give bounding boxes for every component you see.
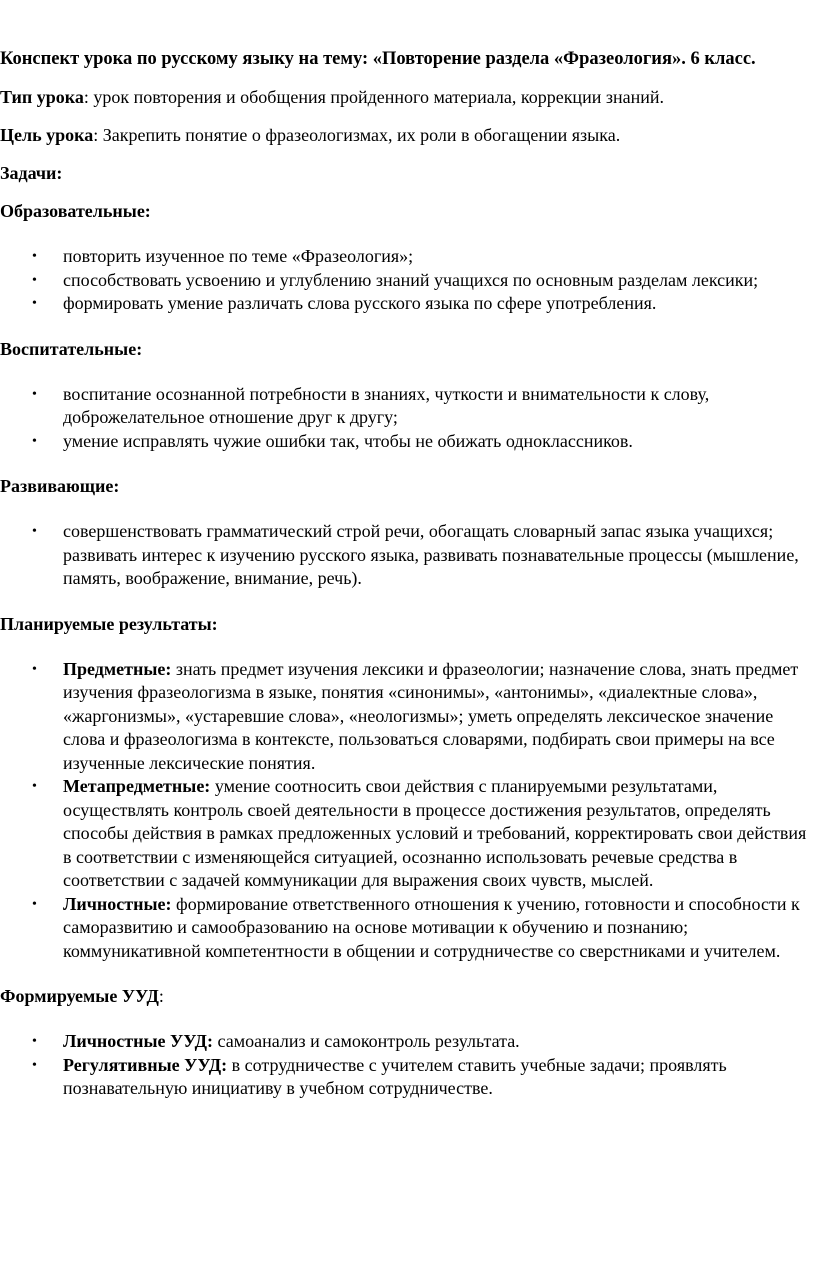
list-item — [0, 430, 810, 454]
list-item — [0, 775, 810, 893]
lesson-goal-label: Цель урока — [0, 125, 94, 145]
lesson-goal-text: : Закрепить понятие о фразеологизмах, их роли в обогащении языка. — [93, 125, 621, 145]
bullet-icon: • — [32, 272, 37, 288]
bullet-icon: • — [32, 1057, 37, 1073]
result-text: умение соотносить свои действия с планируемыми результатами, осуществлять контроль своей деятельности в процессе достижения результатов, определять способы действия в рамках предложенных условий и требований, корректировать свои действия в соответствии с изменяющейся ситуацией, осознанно использовать речевые средства в соответствии с задачей коммуникации для выражения своих чувств, мыслей. — [63, 776, 807, 890]
list-item — [0, 245, 810, 269]
result-label: Метапредметные: — [63, 776, 211, 796]
result-text: формирование ответственного отношения к учению, готовности и способности к саморазвитию и самообразованию на основе мотивации к обучению и познанию; коммуникативной компетентности в общении и сотрудничестве со сверстниками и учителем. — [63, 893, 800, 961]
list-item-text: воспитание осознанной потребности в знаниях, чуткости и внимательности к слову, доброжелательное отношение друг к другу; — [63, 383, 710, 427]
lesson-type-label: Тип урока — [0, 87, 84, 107]
list-item — [0, 292, 810, 316]
bullet-icon: • — [32, 779, 37, 794]
result-text: знать предмет изучения лексики и фразеологии; назначение слова, знать предмет изучения фразеологизма в языке, понятия «синонимы», «антонимы», «диалектные слова», «жаргонизмы», «устаревшие слова», «неологизмы»; уметь определять лексическое значение слова и фразеологизма в контексте, пользоваться словарями, подбирать свои примеры на все изученные лексические понятия. — [63, 658, 799, 773]
upbringing-list — [0, 383, 810, 454]
results-heading: Планируемые результаты: — [0, 613, 218, 634]
tasks-heading: Задачи: — [0, 163, 63, 183]
result-label: Предметные: — [63, 658, 172, 679]
bullet-icon: • — [32, 296, 37, 311]
bullet-icon: • — [32, 1034, 37, 1049]
list-item-text: способствовать усвоению и углублению знаний учащихся по основным разделам лексики; — [63, 269, 759, 290]
list-item-text: повторить изученное по теме «Фразеология»; — [63, 246, 414, 266]
upbringing-heading: Воспитательные: — [0, 338, 143, 359]
lesson-type-text: : урок повторения и обобщения пройденного материала, коррекции знаний. — [83, 87, 664, 107]
list-item-text: умение исправлять чужие ошибки так, чтобы не обижать одноклассников. — [63, 430, 633, 451]
list-item — [0, 269, 810, 293]
list-item-text: формировать умение различать слова русского языка по сфере употребления. — [63, 293, 657, 313]
bullet-icon: • — [32, 386, 37, 402]
list-item — [0, 1054, 810, 1101]
uud-list — [0, 1030, 810, 1101]
results-list — [0, 658, 810, 964]
uud-text: в сотрудничестве с учителем ставить учебные задачи; проявлять познавательную инициативу в учебном сотрудничестве. — [63, 1054, 727, 1098]
uud-heading — [0, 983, 810, 1010]
educational-list — [0, 245, 810, 316]
list-item — [0, 658, 810, 776]
lesson-type — [0, 84, 810, 111]
bullet-icon: • — [32, 249, 37, 264]
document-title: Конспект урока по русскому языку на тему: «Повторение раздела «Фразеология». 6 класс. — [0, 49, 756, 69]
result-label: Личностные: — [63, 893, 172, 914]
lesson-goal — [0, 122, 810, 149]
bullet-icon: • — [32, 433, 37, 449]
list-item — [0, 383, 810, 430]
uud-heading-text: Формируемые УУД — [0, 986, 159, 1006]
uud-label: Личностные УУД: — [63, 1031, 214, 1051]
uud-heading-colon: : — [158, 986, 164, 1006]
bullet-icon: • — [32, 896, 37, 912]
bullet-icon: • — [32, 524, 37, 539]
bullet-icon: • — [32, 661, 37, 677]
uud-text: самоанализ и самоконтроль результата. — [213, 1031, 520, 1051]
list-item-text: совершенствовать грамматический строй речи, обогащать словарный запас языка учащихся; развивать интерес к изучению русского языка, развивать познавательные процессы (мышление, память, воображение, внимание, речь). — [63, 521, 799, 588]
developing-list — [0, 520, 810, 591]
list-item — [0, 893, 810, 964]
list-item — [0, 520, 810, 591]
developing-heading: Развивающие: — [0, 476, 120, 496]
uud-label: Регулятивные УУД: — [63, 1054, 228, 1075]
list-item — [0, 1030, 810, 1054]
educational-heading: Образовательные: — [0, 201, 151, 221]
